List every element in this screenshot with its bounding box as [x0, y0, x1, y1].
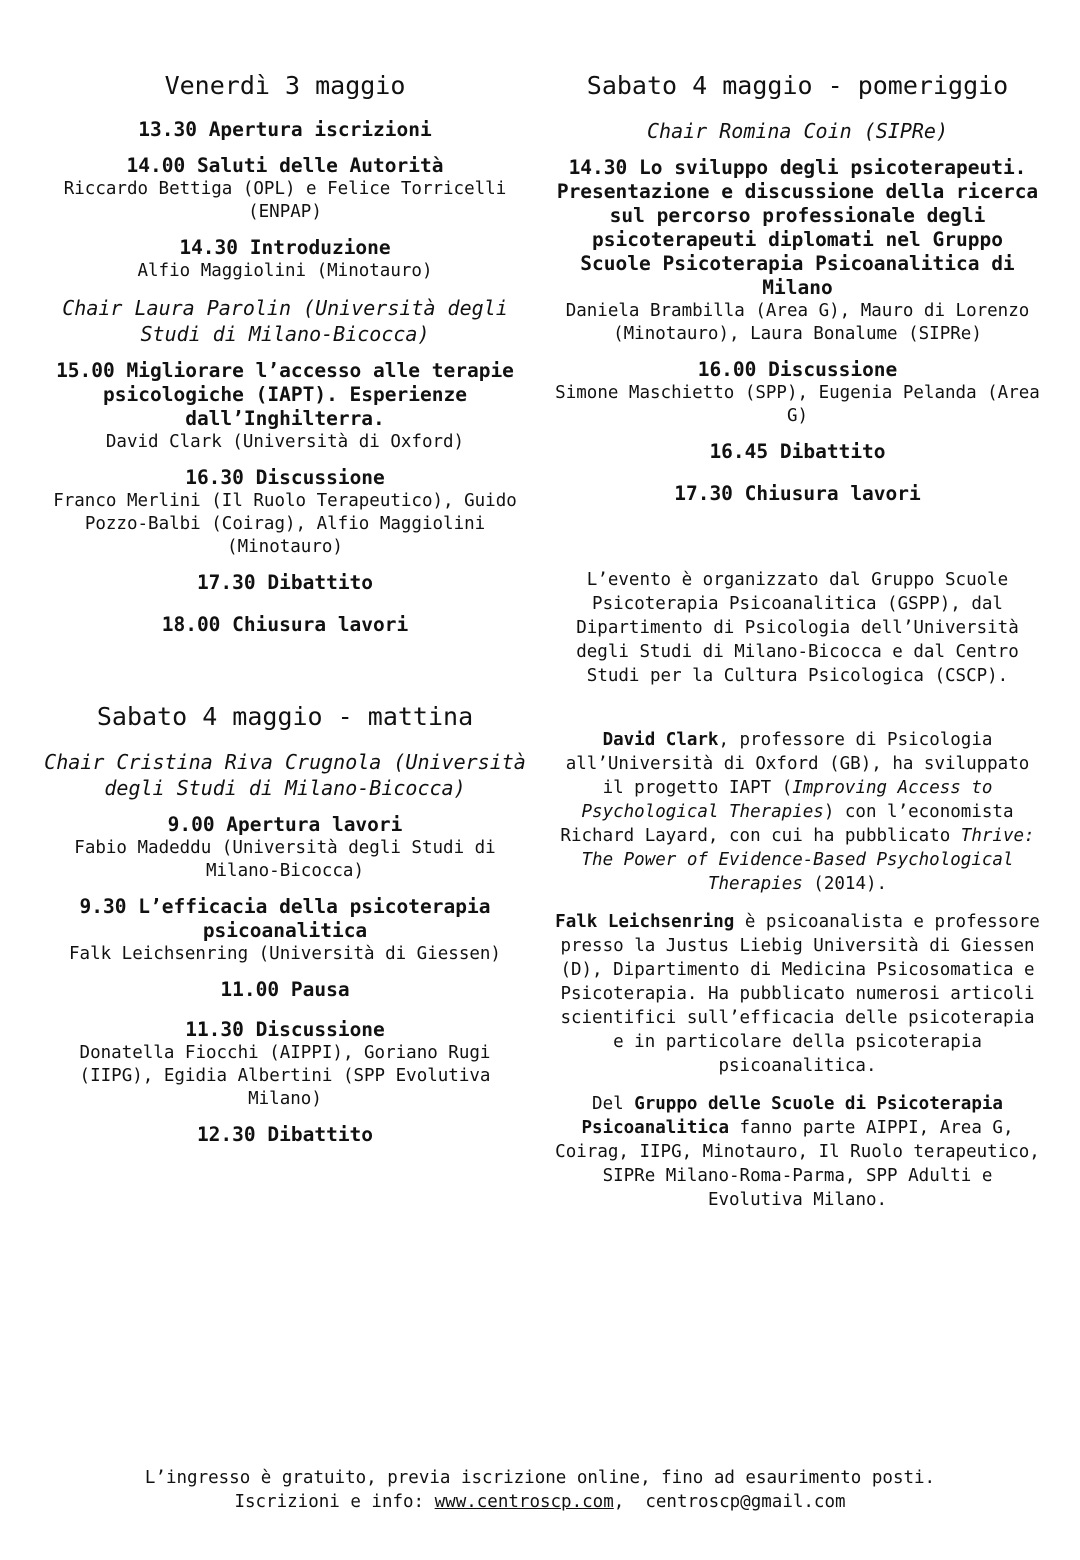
- bio-italic: Thrive: The Power of Evidence-Based Psychological Therapies: [581, 826, 1035, 894]
- bio-david-clark: [555, 728, 1040, 896]
- day-title-venerdi: Venerdì 3 maggio: [164, 71, 406, 100]
- day-title-sabato-pomeriggio: Sabato 4 maggio - pomeriggio: [586, 71, 1009, 100]
- footer: [0, 1466, 1080, 1514]
- session-chair: Chair Romina Coin (SIPRe): [646, 119, 949, 143]
- gruppo-note: [555, 1092, 1040, 1212]
- spacer: [555, 1078, 1040, 1092]
- gruppo-text: fanno parte AIPPI, Area G, Coirag, IIPG, Minotauro, Il Ruolo terapeutico, SIPRe Milano-Roma-Parma, SPP Adulti e Evolutiva Milano.: [555, 1118, 1040, 1210]
- footer-info-label: Iscrizioni e info:: [234, 1492, 435, 1512]
- website-link[interactable]: www.centroscp.com: [434, 1492, 614, 1512]
- item-title: 17.30 Dibattito: [196, 571, 374, 594]
- program-item: [40, 154, 530, 224]
- gruppo-prefix: Del: [592, 1094, 635, 1114]
- session-chair: Chair Cristina Riva Crugnola (Università degli Studi di Milano-Bicocca): [44, 750, 526, 800]
- email-address[interactable]: centroscp@gmail.com: [645, 1492, 846, 1512]
- item-title: 9.00 Apertura lavori: [167, 813, 403, 836]
- left-column: [40, 68, 530, 1159]
- item-title: 12.30 Dibattito: [196, 1123, 374, 1146]
- day-title-sabato-mattina: Sabato 4 maggio - mattina: [96, 702, 474, 731]
- item-title: 16.30 Discussione: [185, 466, 385, 489]
- program-item: [40, 978, 530, 1002]
- item-speakers: Fabio Madeddu (Università degli Studi di Milano-Bicocca): [74, 838, 496, 881]
- program-item: [40, 118, 530, 142]
- bio-text: , professore di Psicologia all’Università di Oxford (GB), ha sviluppato il progetto IAPT (: [565, 730, 1030, 798]
- item-title: 9.30 L’efficacia della psicoterapia psicoanalitica: [79, 895, 491, 942]
- bio-text: (2014).: [802, 874, 888, 894]
- session-chair: Chair Laura Parolin (Università degli Studi di Milano-Bicocca): [62, 296, 508, 346]
- program-item: [555, 482, 1040, 506]
- item-title: 11.30 Discussione: [185, 1018, 385, 1041]
- item-speakers: Alfio Maggiolini (Minotauro): [137, 261, 433, 281]
- footer-separator: ,: [613, 1492, 646, 1512]
- item-speakers: Franco Merlini (Il Ruolo Terapeutico), Guido Pozzo-Balbi (Coirag), Alfio Maggiolini (Minotauro): [53, 491, 517, 557]
- item-speakers: Daniela Brambilla (Area G), Mauro di Lorenzo (Minotauro), Laura Bonalume (SIPRe): [565, 301, 1030, 344]
- program-item: [40, 236, 530, 283]
- item-title: 13.30 Apertura iscrizioni: [138, 118, 432, 141]
- program-item: [40, 895, 530, 966]
- bio-italic: Improving Access to Psychological Therapies: [581, 778, 993, 822]
- item-title: 14.30 Lo sviluppo degli psicoterapeuti. Presentazione e discussione della ricerca sul percorso professionale degli psicoterapeuti diplomati nel Gruppo Scuole Psicoterapia Psicoanalitica di Milano: [556, 156, 1039, 299]
- item-speakers: David Clark (Università di Oxford): [105, 432, 465, 452]
- spacer: [555, 688, 1040, 728]
- spacer: [555, 518, 1040, 568]
- program-item: [40, 1123, 530, 1147]
- gruppo-name: Gruppo delle Scuole di Psicoterapia Psicoanalitica: [581, 1094, 1003, 1138]
- item-speakers: Riccardo Bettiga (OPL) e Felice Torricelli (ENPAP): [63, 179, 507, 222]
- item-title: 17.30 Chiusura lavori: [674, 482, 921, 505]
- bio-text: è psicoanalista e professore presso la Justus Liebig Università di Giessen (D), Dipartimento di Medicina Psicosomatica e Psicoterapia. Ha pubblicato numerosi articoli scientifici sull’efficacia delle psicoterapia e in particolare della psicoterapia psicoanalitica.: [560, 912, 1040, 1076]
- bio-name: Falk Leichsenring: [555, 912, 735, 932]
- right-column: [555, 68, 1040, 1212]
- program-item: [40, 466, 530, 559]
- footer-line2: [0, 1490, 1080, 1514]
- program-item: [40, 1018, 530, 1111]
- item-speakers: Falk Leichsenring (Università di Giessen): [69, 944, 501, 964]
- program-item: [40, 813, 530, 883]
- item-title: 16.45 Dibattito: [709, 440, 886, 463]
- bio-text: ) con l’economista Richard Layard, con cui ha pubblicato: [560, 802, 1014, 846]
- bio-falk-leichsenring: [555, 910, 1040, 1078]
- footer-line1: L’ingresso è gratuito, previa iscrizione online, fino ad esaurimento posti.: [144, 1468, 936, 1488]
- item-title: 15.00 Migliorare l’accesso alle terapie psicologiche (IAPT). Esperienze dall’Inghilterra.: [56, 359, 514, 430]
- item-title: 14.30 Introduzione: [179, 236, 391, 259]
- program-item: [555, 358, 1040, 428]
- program-item: [40, 571, 530, 595]
- organizers-note: L’evento è organizzato dal Gruppo Scuole Psicoterapia Psicoanalitica (GSPP), dal Dipartimento di Psicologia dell’Università degli Studi di Milano-Bicocca e dal Centro Studi per la Cultura Psicologica (CSCP).: [576, 570, 1019, 686]
- bio-name: David Clark: [602, 730, 719, 750]
- item-title: 14.00 Saluti delle Autorità: [126, 154, 444, 177]
- item-title: 11.00 Pausa: [220, 978, 350, 1001]
- item-title: 18.00 Chiusura lavori: [161, 613, 409, 636]
- program-item: [40, 613, 530, 637]
- item-speakers: Donatella Fiocchi (AIPPI), Goriano Rugi (IIPG), Egidia Albertini (SPP Evolutiva Milano): [79, 1043, 491, 1109]
- program-item: [555, 156, 1040, 346]
- item-speakers: Simone Maschietto (SPP), Eugenia Pelanda (Area G): [555, 383, 1040, 426]
- item-title: 16.00 Discussione: [697, 358, 898, 381]
- spacer: [40, 649, 530, 699]
- program-item: [40, 359, 530, 454]
- program-item: [555, 440, 1040, 464]
- spacer: [555, 896, 1040, 910]
